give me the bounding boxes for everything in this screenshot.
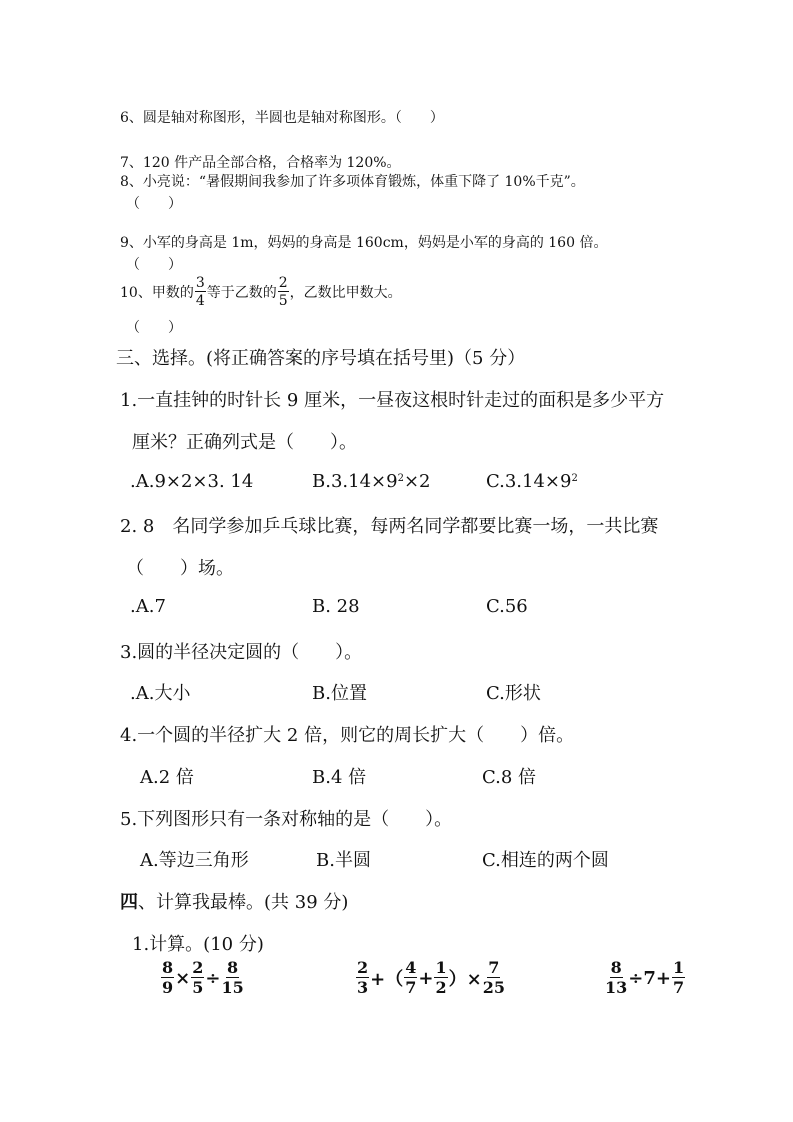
fraction [404, 960, 417, 996]
judge-q8-answer-paren: （ ） [126, 196, 182, 212]
fraction [191, 960, 204, 996]
judge-q7: 7、120 件产品全部合格，合格率为 120%。 [120, 155, 401, 171]
choice-q2-option-a: .A.7 [130, 596, 166, 617]
option-c-exponent: 2 [571, 473, 578, 484]
choice-q4-option-b: B.4 倍 [312, 767, 367, 788]
option-c-base: C.3.14×9 [486, 471, 572, 492]
fraction-numerator: 2 [192, 958, 204, 977]
choice-q5: 5.下列图形只有一条对称轴的是（ ）。 [120, 809, 453, 830]
section4-sub1: 1.计算。(10 分) [132, 934, 264, 955]
judge-q10-text-a: 10、甲数的 [120, 285, 194, 301]
choice-q3: 3.圆的半径决定圆的（ ）。 [120, 642, 363, 663]
option-b-base: B.3.14×9 [312, 471, 398, 492]
fraction-numerator: 8 [162, 958, 174, 977]
choice-q3-option-b: B.位置 [312, 683, 367, 704]
judge-q10-text-c: ，乙数比甲数大。 [289, 285, 402, 301]
operator: ÷ [205, 967, 221, 989]
section4-number: 四 [120, 892, 138, 913]
judge-q10 [120, 276, 402, 308]
judge-q10-text-b: 等于乙数的 [206, 285, 277, 301]
fraction-numerator: 8 [610, 958, 622, 977]
choice-q1-option-a: .A.9×2×3. 14 [130, 471, 254, 492]
calc-expression-2 [355, 960, 506, 996]
fraction-numerator: 2 [278, 275, 288, 291]
fraction-3-4 [195, 276, 206, 308]
choice-q4-option-c: C.8 倍 [482, 767, 537, 788]
fraction-denominator: 25 [482, 978, 505, 997]
section3-title: 三、选择。(将正确答案的序号填在括号里)（5 分） [116, 348, 526, 369]
option-b-exponent: 2 [397, 473, 404, 484]
fraction [483, 960, 505, 996]
judge-q8: 8、小亮说：“暑假期间我参加了许多项体育锻炼，体重下降了 10%千克”。 [120, 174, 585, 190]
choice-q1-option-b [312, 471, 430, 492]
choice-q3-option-c: C.形状 [486, 683, 541, 704]
section4-title [120, 888, 348, 914]
fraction-denominator: 3 [357, 978, 369, 997]
judge-q10-answer-paren: （ ） [126, 320, 182, 336]
operator: ÷7+ [628, 967, 671, 989]
fraction-denominator: 5 [278, 293, 288, 309]
fraction-numerator: 1 [672, 958, 685, 977]
fraction [221, 960, 243, 996]
choice-q1-line1: 1.一直挂钟的时针长 9 厘米，一昼夜这根时针走过的面积是多少平方 [120, 390, 665, 411]
fraction-numerator: 1 [435, 958, 447, 977]
choice-q4: 4.一个圆的半径扩大 2 倍，则它的周长扩大（ ）倍。 [120, 725, 575, 746]
choice-q4-option-a: A.2 倍 [140, 767, 194, 788]
fraction-denominator: 9 [162, 978, 174, 997]
calc-expression-3 [604, 960, 686, 996]
judge-q9: 9、小军的身高是 1m，妈妈的身高是 160cm，妈妈是小军的身高的 160 倍。 [120, 235, 608, 251]
judge-q6: 6、圆是轴对称图形，半圆也是轴对称图形。（ ） [120, 110, 444, 126]
fraction-denominator: 2 [435, 978, 447, 997]
option-b-tail: ×2 [403, 471, 431, 492]
fraction-denominator: 13 [605, 978, 628, 997]
operator: ）× [448, 969, 482, 990]
fraction-numerator: 2 [357, 958, 369, 977]
choice-q5-option-b: B.半圆 [316, 850, 371, 871]
fraction-numerator: 4 [405, 958, 417, 977]
choice-q5-option-a: A.等边三角形 [140, 850, 249, 871]
fraction-numerator: 3 [195, 275, 205, 291]
operator: × [175, 967, 191, 989]
fraction-2-5 [278, 276, 289, 308]
fraction [605, 960, 627, 996]
calc-expression-1 [160, 960, 245, 996]
choice-q2-option-b: B. 28 [312, 596, 360, 617]
choice-q2-line1: 2. 8 名同学参加乒乓球比赛，每两名同学都要比赛一场，一共比赛 [120, 516, 659, 537]
operator: + [418, 967, 434, 989]
judge-q9-answer-paren: （ ） [126, 257, 182, 273]
fraction [672, 960, 685, 996]
choice-q2-option-c: C.56 [486, 596, 528, 617]
fraction-numerator: 8 [227, 958, 239, 977]
choice-q3-option-a: .A.大小 [130, 683, 191, 704]
section4-title-text: 、计算我最棒。(共 39 分) [138, 892, 349, 913]
fraction-denominator: 7 [405, 978, 417, 997]
choice-q1-line2: 厘米？正确列式是（ ）。 [132, 432, 357, 453]
fraction [161, 960, 174, 996]
fraction-denominator: 7 [672, 978, 685, 997]
fraction-denominator: 5 [192, 978, 204, 997]
fraction [434, 960, 447, 996]
choice-q2-line2: （ ）场。 [126, 558, 234, 579]
fraction-numerator: 7 [488, 958, 500, 977]
choice-q1-option-c [486, 471, 578, 492]
fraction-denominator: 15 [221, 978, 244, 997]
choice-q5-option-c: C.相连的两个圆 [482, 850, 609, 871]
fraction [356, 960, 369, 996]
fraction-denominator: 4 [195, 293, 205, 309]
operator: +（ [370, 969, 404, 990]
